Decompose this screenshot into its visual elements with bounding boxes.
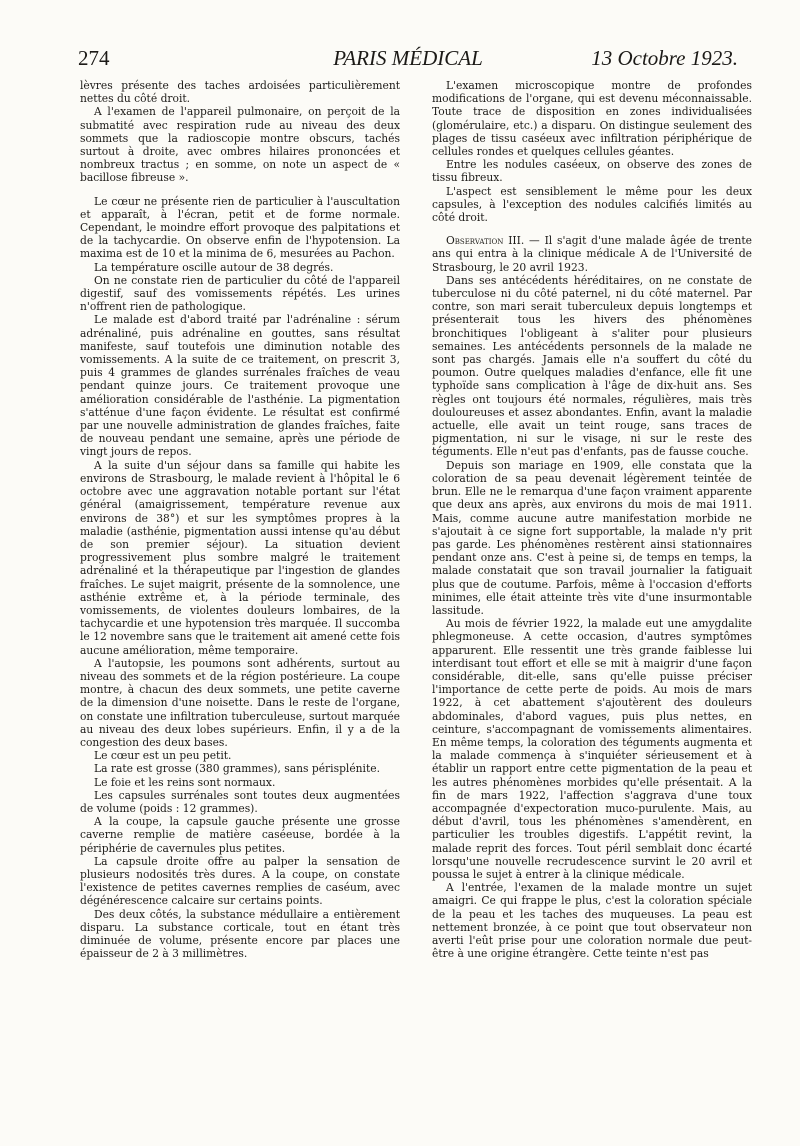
paragraph: Le cœur ne présente rien de particulier à l'auscultation et apparaît, à l'écran, petit et de forme normale. Cependant, le moindre effort provoque des palpitations et de la tachycardie. On observe enfin de l'hypotension. La maxima est de 10 et la minima de 6, mesurées au Pachon. xyxy=(80,194,400,261)
right-column xyxy=(432,79,752,960)
paragraph: A la suite d'un séjour dans sa famille qui habite les environs de Strasbourg, le malade revient à l'hôpital le 6 octobre avec une aggravation notable portant sur l'état général (amaigrissement, température revenue aux environs de 38°) et sur les symptômes propres à la maladie (asthénie, pigmentation aussi intense qu'au début de son premier séjour). La situation devient progressivement plus sombre malgré le traitement adrénaliné et la thérapeutique par l'ingestion de glandes fraîches. Le sujet maigrit, présente de la somnolence, une asthénie extrême et, à la période terminale, des vomissements, de violentes douleurs lombaires, de la tachycardie et une hypotension très marquée. Il succomba le 12 novembre sans que le traitement ait amené cette fois aucune amélioration, même temporaire. xyxy=(80,458,400,657)
paragraph: Au mois de février 1922, la malade eut une amygdalite phlegmoneuse. A cette occasion, d'autres symptômes apparurent. Elle ressentit une très grande faiblesse lui interdisant tout effort et elle se mit à maigrir d'une façon considérable, dit-elle, sans qu'elle puisse préciser l'importance de cette perte de poids. Au mois de mars 1922, à cet abattement s'ajoutèrent des douleurs abdominales, d'abord vagues, puis plus nettes, en ceinture, s'accompagnant de vomissements alimentaires. En même temps, la coloration des téguments augmenta et la malade commença à s'inquiéter sérieusement et à établir un rapport entre cette pigmentation de la peau et les autres phénomènes morbides qu'elle présentait. A la fin de mars 1922, l'affection s'aggrava d'une toux accompagnée d'expectoration muco-purulente. Mais, au début d'avril, tous les phénomènes s'amendèrent, en particulier les troubles digestifs. L'appétit revint, la malade reprit des forces. Tout péril semblait donc écarté lorsqu'une nouvelle recrudescence survint le 20 avril et poussa le sujet à entrer à la clinique médicale. xyxy=(432,617,752,881)
issue-date: 13 Octobre 1923. xyxy=(591,46,738,70)
journal-title: PARIS MÉDICAL xyxy=(333,46,483,70)
paragraph: Depuis son mariage en 1909, elle constata que la coloration de sa peau devenait légèrement teintée de brun. Elle ne le remarqua d'une façon vraiment apparente que deux ans après, aux environs du mois de mai 1911. Mais, comme aucune autre manifestation morbide ne s'ajoutait à ce signe fort supportable, la malade n'y prit pas garde. Les phénomènes restèrent ainsi stationnaires pendant onze ans. C'est à peine si, de temps en temps, la malade constatait que son travail journalier la fatiguait plus que de coutume. Parfois, même à l'occasion d'efforts minimes, elle était atteinte très vite d'une insurmontable lassitude. xyxy=(432,458,752,617)
paragraph: L'examen microscopique montre de profondes modifications de l'organe, qui est devenu méconnaissable. Toute trace de disposition en zones individualisées (glomérulaire, etc.) a disparu. On distingue seulement des plages de tissu caséeux avec infiltration périphérique de cellules rondes et quelques cellules géantes. xyxy=(432,79,752,159)
paragraph: A l'entrée, l'examen de la malade montre un sujet amaigri. Ce qui frappe le plus, c'est la coloration spéciale de la peau et les taches des muqueuses. La peau est nettement bronzée, à ce point que tout observateur non averti l'eût prise pour une coloration normale due peut-être à une origine étrangère. Cette teinte n'est pas xyxy=(432,881,752,961)
observation-paragraph xyxy=(432,234,752,274)
page-header xyxy=(78,46,738,72)
paragraph: Des deux côtés, la substance médullaire a entièrement disparu. La substance corticale, tout en étant très diminuée de volume, présente encore par places une épaisseur de 2 à 3 millimètres. xyxy=(80,907,400,961)
paragraph: On ne constate rien de particulier du côté de l'appareil digestif, sauf des vomissements répétés. Les urines n'offrent rien de pathologique. xyxy=(80,273,400,314)
paragraph: La température oscille autour de 38 degrés. xyxy=(94,260,334,274)
paragraph: La capsule droite offre au palper la sensation de plusieurs nodosités très dures. A la coupe, on constate l'existence de petites cavernes remplies de caséum, avec dégénérescence calcaire sur certains points. xyxy=(80,854,400,908)
observation-heading: Observation III. — xyxy=(446,234,540,248)
paragraph: A la coupe, la capsule gauche présente une grosse caverne remplie de matière caséeuse, bordée à la périphérie de cavernules plus petites. xyxy=(80,815,400,855)
observation-text: Il s'agit d'une malade âgée de trente ans qui entra à la clinique médicale A de l'Université de Strasbourg, le 20 avril 1923. xyxy=(432,234,752,274)
paragraph: Le foie et les reins sont normaux. xyxy=(94,775,276,789)
paragraph: lèvres présente des taches ardoisées particulièrement nettes du côté droit. xyxy=(80,79,400,106)
paragraph: Le cœur est un peu petit. xyxy=(94,749,232,763)
paragraph: Les capsules surrénales sont toutes deux augmentées de volume (poids : 12 grammes). xyxy=(80,788,400,815)
page-number: 274 xyxy=(78,46,110,70)
paragraph: La rate est grosse (380 grammes), sans périsplénite. xyxy=(94,762,380,776)
left-column xyxy=(80,79,400,960)
paragraph: A l'examen de l'appareil pulmonaire, on perçoit de la submatité avec respiration rude au niveau des deux sommets que la radioscopie montre obscurs, tachés surtout à droite, avec ombres hilaires prononcées et nombreux tractus ; en somme, on note un aspect de « bacillose fibreuse ». xyxy=(80,105,400,185)
paragraph: Dans ses antécédents héréditaires, on ne constate de tuberculose ni du côté paternel, ni du côté maternel. Par contre, son mari serait tuberculeux depuis longtemps et présenterait tous les hivers des phénomènes bronchitiques l'obligeant à s'aliter pour plusieurs semaines. Les antécédents personnels de la malade ne sont pas chargés. Jamais elle n'a souffert du côté du poumon. Outre quelques maladies d'enfance, elle fit une typhoïde sans complication à l'âge de dix-huit ans. Ses règles ont toujours été normales, régulières, mais très douloureuses et assez abondantes. Enfin, avant la maladie actuelle, elle avait un teint rouge, sans traces de pigmentation, ni sur le visage, ni sur le reste des téguments. Elle n'eut pas d'enfants, pas de fausse couche. xyxy=(432,273,752,459)
paragraph: A l'autopsie, les poumons sont adhérents, surtout au niveau des sommets et de la région postérieure. La coupe montre, à chacun des deux sommets, une petite caverne de la dimension d'une noisette. Dans le reste de l'organe, on constate une infiltration tuberculeuse, surtout marquée au niveau des deux lobes supérieurs. Enfin, il y a de la congestion des deux bases. xyxy=(80,656,400,749)
paragraph: Entre les nodules caséeux, on observe des zones de tissu fibreux. xyxy=(432,158,752,185)
paragraph: L'aspect est sensiblement le même pour les deux capsules, à l'exception des nodules calcifiés limités au côté droit. xyxy=(432,184,752,225)
paragraph: Le malade est d'abord traité par l'adrénaline : sérum adrénaliné, puis adrénaline en gouttes, sans résultat manifeste, sauf toutefois une diminution notable des vomissements. A la suite de ce traitement, on prescrit 3, puis 4 grammes de glandes surrénales fraîches de veau pendant quinze jours. Ce traitement provoque une amélioration considérable de l'asthénie. La pigmentation s'atténue d'une façon évidente. Le résultat est confirmé par une nouvelle administration de glandes fraîches, faite de nouveau pendant une semaine, après une période de vingt jours de repos. xyxy=(80,313,400,459)
